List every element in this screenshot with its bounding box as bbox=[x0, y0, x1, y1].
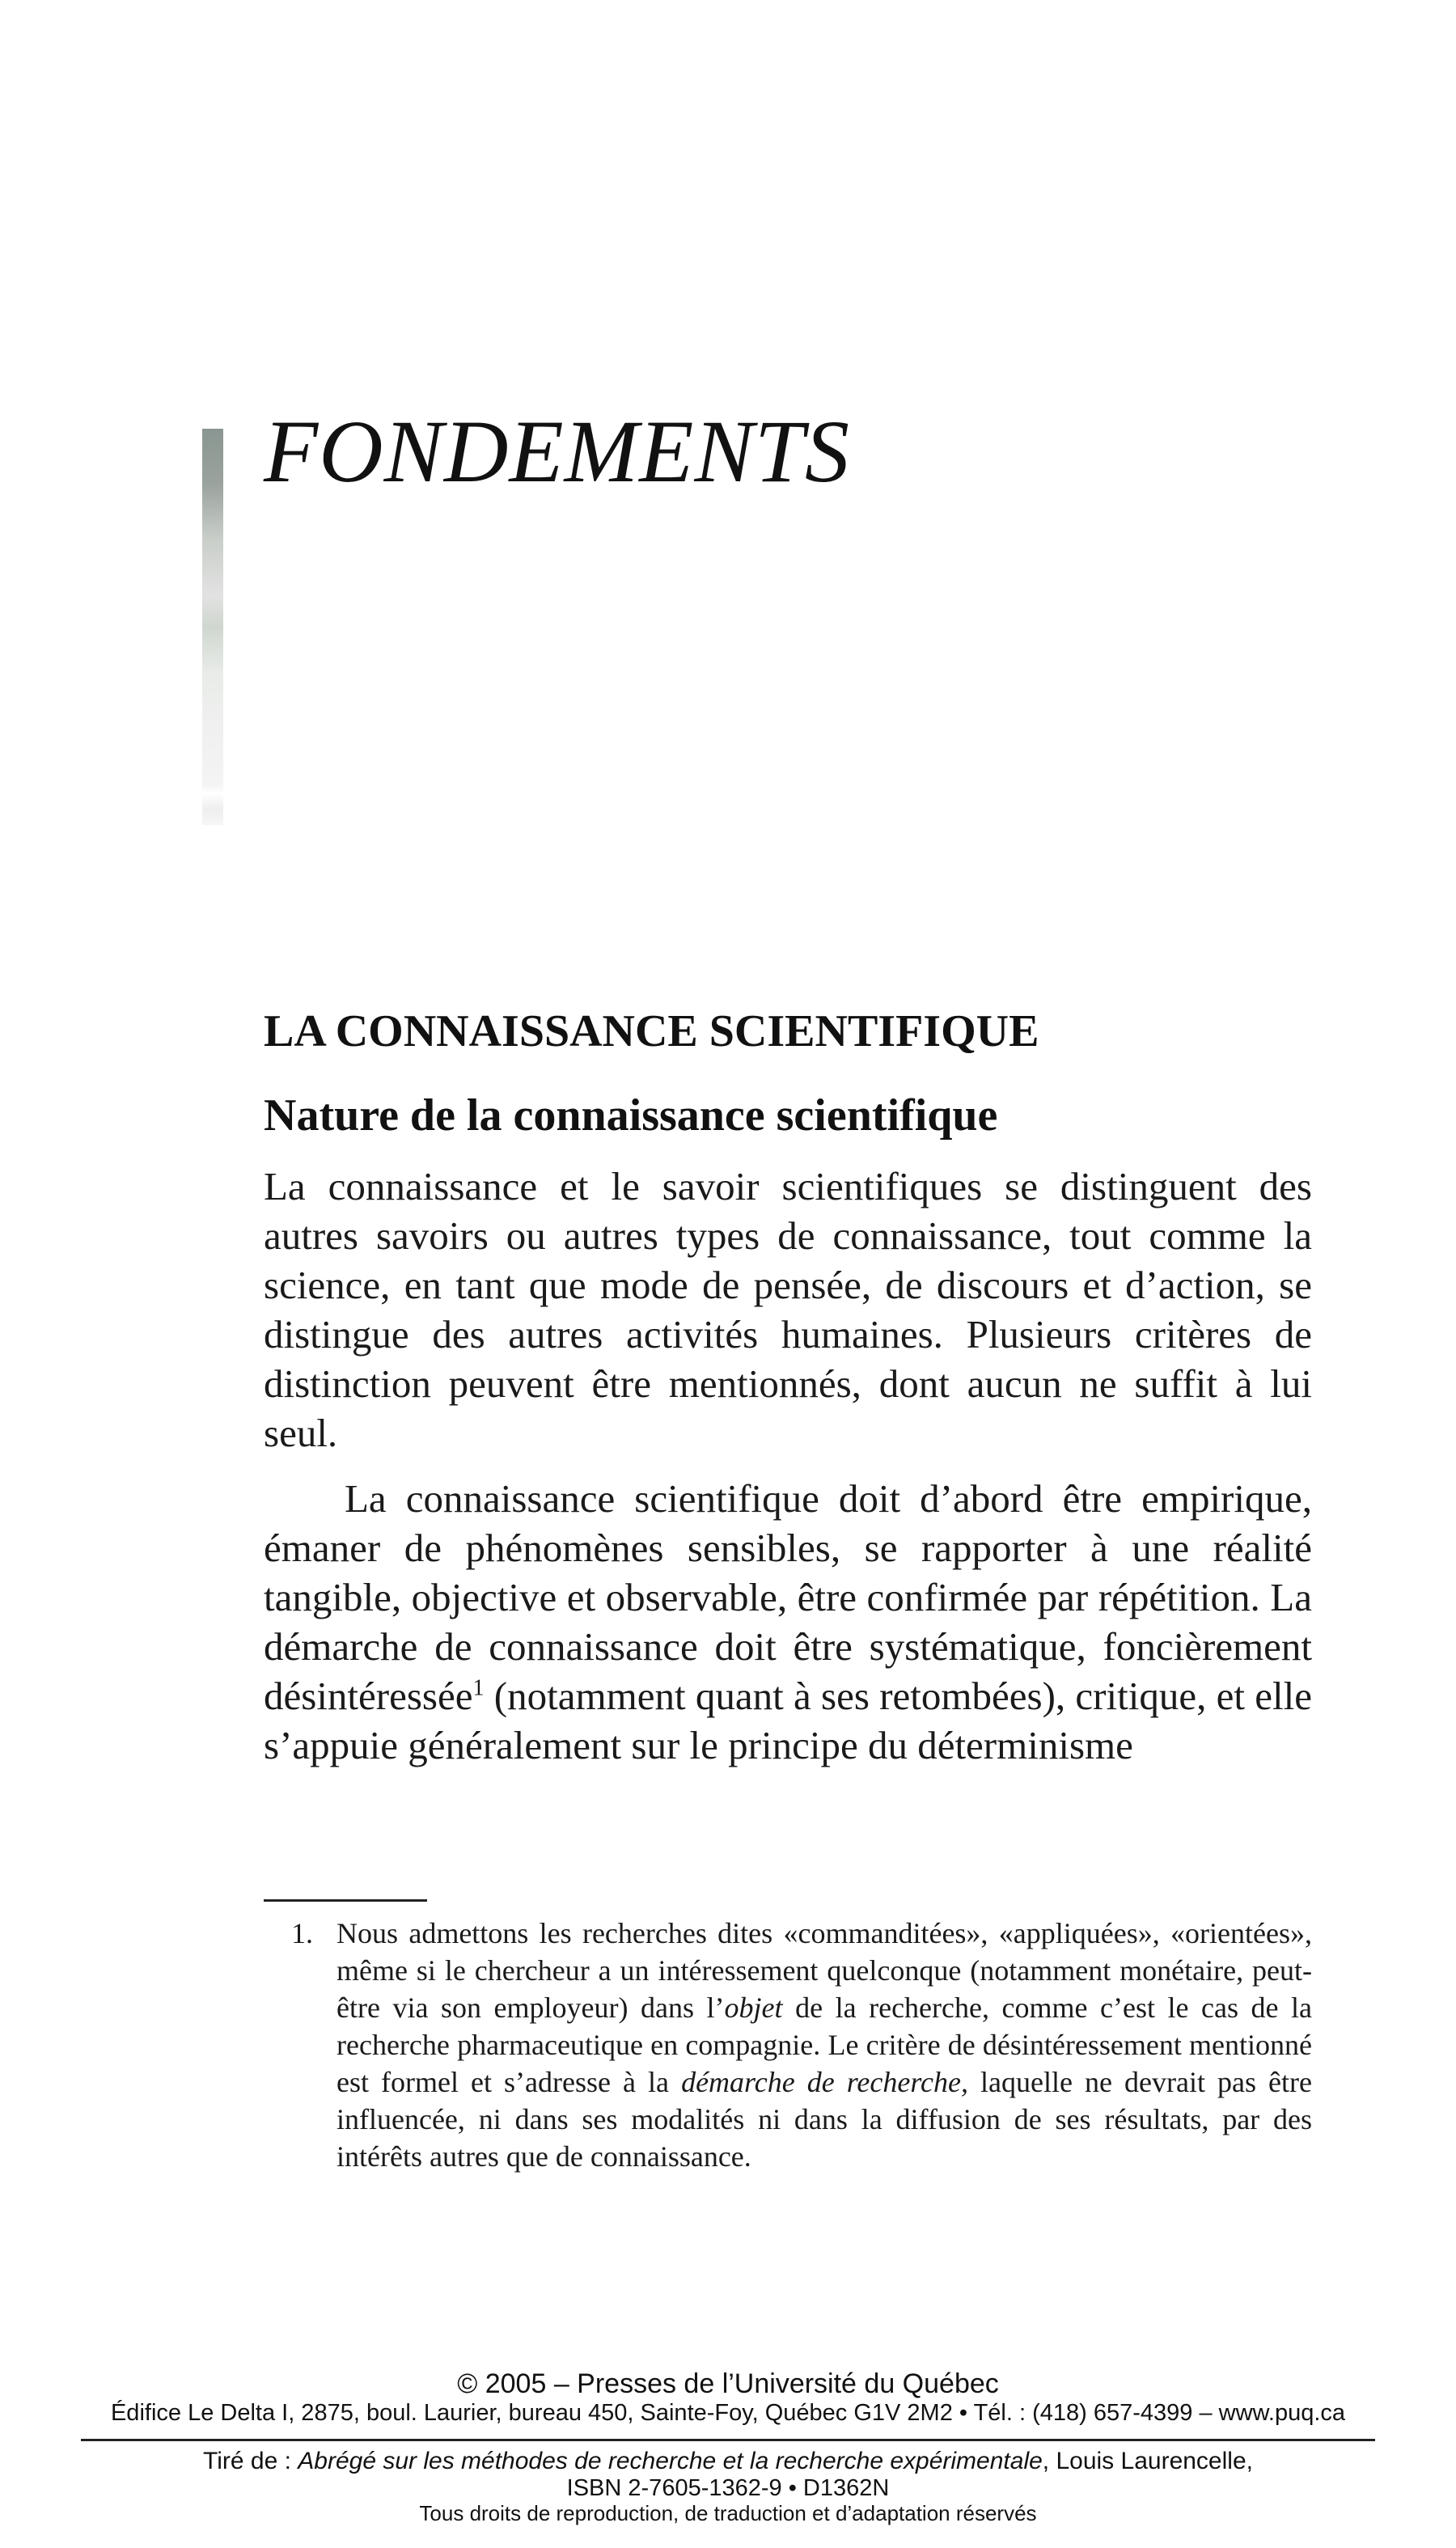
footnote-text bbox=[336, 1915, 1312, 2175]
imprint-separator bbox=[81, 2439, 1375, 2441]
imprint-source-author: , Louis Laurencelle, bbox=[1042, 2448, 1253, 2474]
imprint-source-prefix: Tiré de : bbox=[203, 2448, 298, 2474]
part-title: FONDEMENTS bbox=[264, 402, 850, 501]
decorative-side-bar bbox=[202, 429, 223, 825]
imprint-source-title: Abrégé sur les méthodes de recherche et la recherche expérimentale bbox=[298, 2448, 1043, 2474]
imprint-isbn: ISBN 2-7605-1362-9 • D1362N bbox=[566, 2475, 890, 2501]
paragraph-2-text-end: (notamment quant à ses retombées), critique, et elle s’appuie généralement sur le principe du déterminisme bbox=[264, 1674, 1312, 1767]
section-heading: LA CONNAISSANCE SCIENTIFIQUE bbox=[264, 1006, 1039, 1056]
footnote-number: 1. bbox=[291, 1917, 313, 1949]
footnote bbox=[264, 1915, 1312, 2175]
footnote-italic-1: objet bbox=[724, 1991, 783, 2024]
footnote-reference: 1 bbox=[472, 1675, 485, 1701]
body-paragraph-1: La connaissance et le savoir scientifiques se distinguent des autres savoirs ou autres types de connaissance, tout comme la science, en tant que mode de pensée, de discours et d’action, se distingue des autres activités humaines. Plusieurs critères de distinction peuvent être mentionnés, dont aucun ne suffit à lui seul. bbox=[264, 1164, 1312, 1455]
imprint-address: Édifice Le Delta I, 2875, boul. Laurier, bureau 450, Sainte-Foy, Québec G1V 2M2 • Tél. : (418) 657-4399 – www.puq.ca bbox=[110, 2400, 1346, 2426]
main-content bbox=[264, 1003, 1312, 1770]
footnote-text-part-1: Nous admettons les recherches dites «commanditées», «appliquées», «orientées», même si le chercheur a un intéressement quelconque (notamment monétaire, peut-être via son employeur) dans l’ bbox=[336, 1917, 1312, 2024]
paragraph-2-text-start: La connaissance scientifique doit d’abord être empirique, émaner de phénomènes sensibles, se rapporter à une réalité tangible, objective et observable, être confirmée par répétition. La démarche de connaissance doit être systématique, foncièrement désintéressée bbox=[264, 1476, 1312, 1718]
body-paragraph-2 bbox=[264, 1474, 1312, 1770]
imprint-copyright: © 2005 – Presses de l’Université du Québec bbox=[457, 2368, 999, 2399]
footnote-text-part-3: laquelle ne devrait pas être influencée, ni dans ses modalités ni dans la diffusion de ses résultats, par des intérêts autres que de connaissance. bbox=[336, 2066, 1312, 2173]
footnote-separator bbox=[264, 1899, 427, 1902]
subsection-heading: Nature de la connaissance scientifique bbox=[264, 1090, 998, 1141]
footnote-text-part-2: de la recherche, comme c’est le cas de la recherche pharmaceutique en compagnie. Le critère de désintéressement mentionné est formel et s’adresse à la bbox=[336, 1991, 1313, 2098]
imprint-source bbox=[0, 2448, 1456, 2475]
footnote-italic-2: démarche de recherche, bbox=[681, 2066, 968, 2098]
imprint-rights: Tous droits de reproduction, de traduction et d’adaptation réservés bbox=[419, 2501, 1037, 2525]
